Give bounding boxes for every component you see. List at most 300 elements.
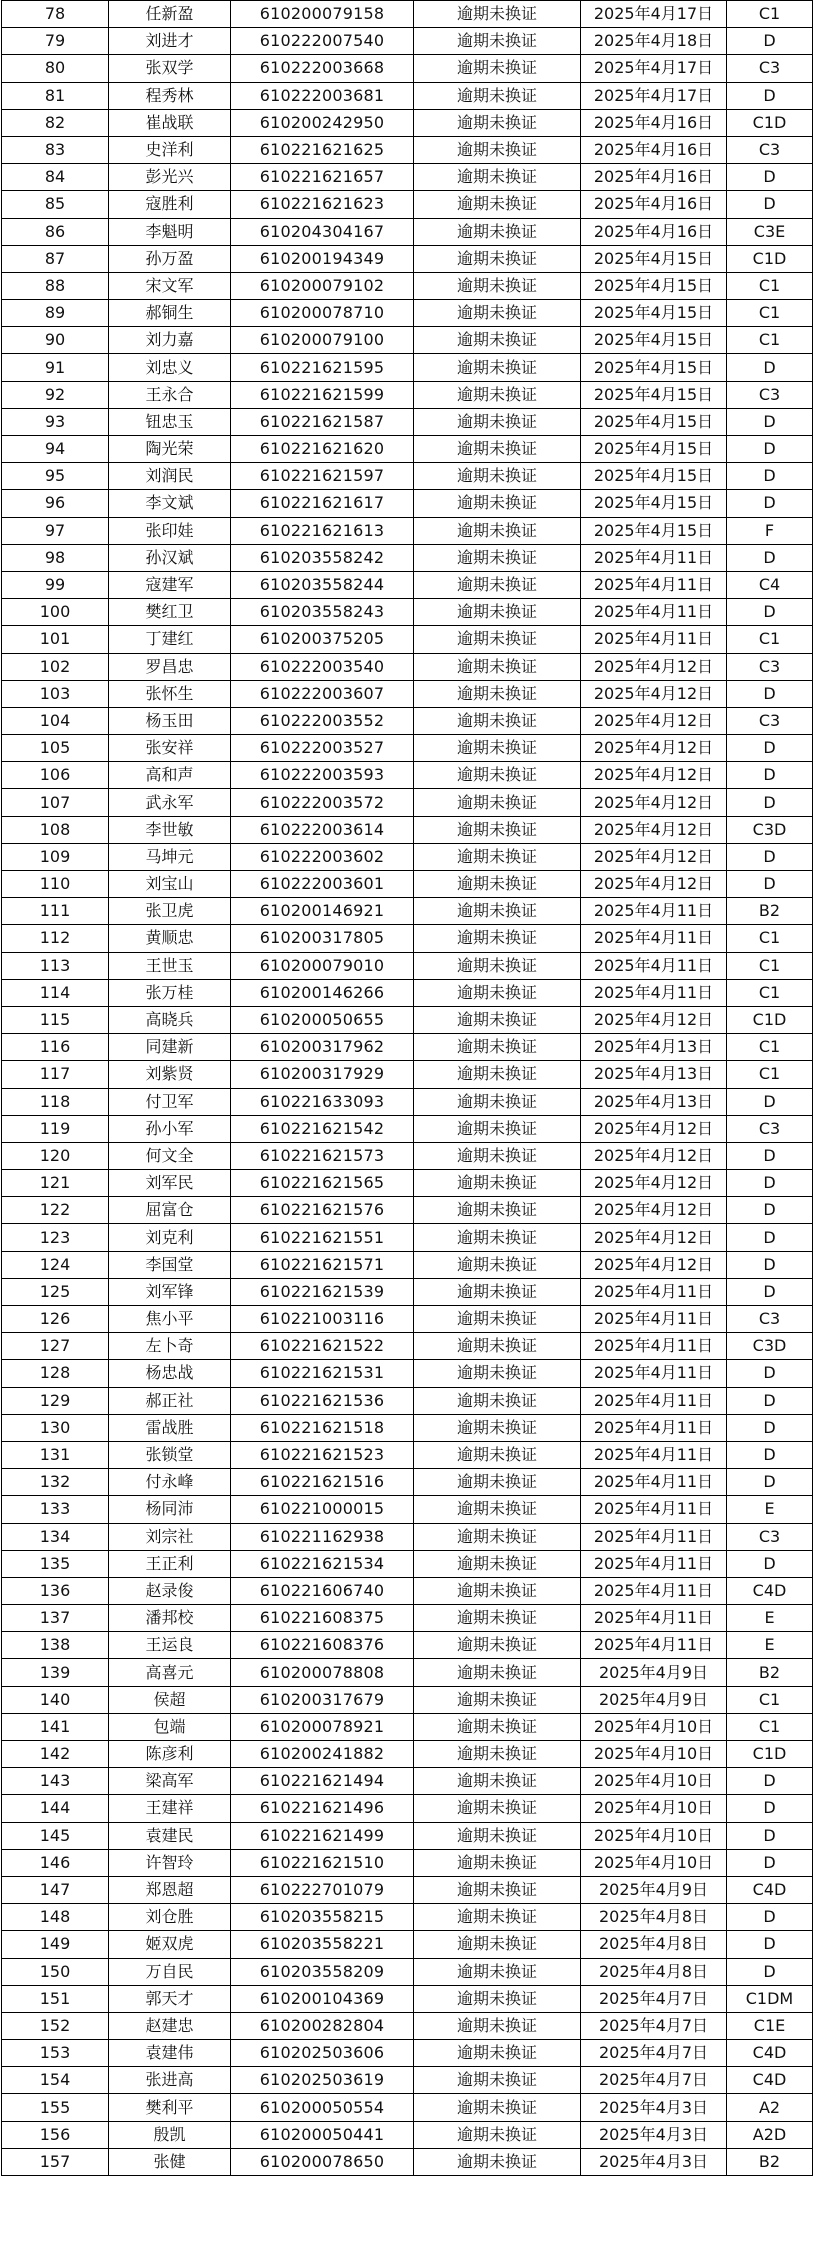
license-class: D bbox=[727, 1795, 813, 1822]
row-number: 124 bbox=[2, 1251, 109, 1278]
date-text: 2025年4月11日 bbox=[581, 1441, 727, 1468]
license-class: D bbox=[727, 599, 813, 626]
license-number: 610200050554 bbox=[231, 2094, 414, 2121]
table-row bbox=[2, 218, 813, 245]
license-class: D bbox=[727, 1822, 813, 1849]
row-number: 128 bbox=[2, 1360, 109, 1387]
row-number: 109 bbox=[2, 843, 109, 870]
date-text: 2025年4月13日 bbox=[581, 1088, 727, 1115]
status-text: 逾期未换证 bbox=[414, 1441, 581, 1468]
holder-name: 张健 bbox=[109, 2148, 231, 2175]
status-text: 逾期未换证 bbox=[414, 109, 581, 136]
table-row bbox=[2, 952, 813, 979]
table-row bbox=[2, 1577, 813, 1604]
row-number: 140 bbox=[2, 1686, 109, 1713]
status-text: 逾期未换证 bbox=[414, 1686, 581, 1713]
license-number: 610221621536 bbox=[231, 1387, 414, 1414]
date-text: 2025年4月12日 bbox=[581, 653, 727, 680]
date-text: 2025年4月15日 bbox=[581, 408, 727, 435]
date-text: 2025年4月9日 bbox=[581, 1659, 727, 1686]
status-text: 逾期未换证 bbox=[414, 136, 581, 163]
license-class: D bbox=[727, 1469, 813, 1496]
license-class: C1DM bbox=[727, 1985, 813, 2012]
license-number: 610221621496 bbox=[231, 1795, 414, 1822]
holder-name: 李国堂 bbox=[109, 1251, 231, 1278]
status-text: 逾期未换证 bbox=[414, 1605, 581, 1632]
status-text: 逾期未换证 bbox=[414, 626, 581, 653]
license-number: 610200146921 bbox=[231, 898, 414, 925]
table-row bbox=[2, 1251, 813, 1278]
table-row bbox=[2, 735, 813, 762]
table-row bbox=[2, 109, 813, 136]
date-text: 2025年4月15日 bbox=[581, 490, 727, 517]
date-text: 2025年4月12日 bbox=[581, 1251, 727, 1278]
date-text: 2025年4月15日 bbox=[581, 436, 727, 463]
license-class: D bbox=[727, 1251, 813, 1278]
status-text: 逾期未换证 bbox=[414, 1822, 581, 1849]
license-number: 610200317929 bbox=[231, 1061, 414, 1088]
license-number: 610203558244 bbox=[231, 571, 414, 598]
license-class: D bbox=[727, 1088, 813, 1115]
table-row bbox=[2, 1170, 813, 1197]
table-row bbox=[2, 1006, 813, 1033]
license-class: D bbox=[727, 762, 813, 789]
status-text: 逾期未换证 bbox=[414, 272, 581, 299]
license-class: C3 bbox=[727, 653, 813, 680]
date-text: 2025年4月8日 bbox=[581, 1931, 727, 1958]
holder-name: 寇胜利 bbox=[109, 191, 231, 218]
date-text: 2025年4月9日 bbox=[581, 1876, 727, 1903]
status-text: 逾期未换证 bbox=[414, 1768, 581, 1795]
license-class: C1D bbox=[727, 1006, 813, 1033]
license-number: 610203558209 bbox=[231, 1958, 414, 1985]
license-class: D bbox=[727, 1414, 813, 1441]
row-number: 155 bbox=[2, 2094, 109, 2121]
row-number: 156 bbox=[2, 2121, 109, 2148]
license-class: D bbox=[727, 408, 813, 435]
status-text: 逾期未换证 bbox=[414, 191, 581, 218]
license-class: C3 bbox=[727, 707, 813, 734]
date-text: 2025年4月11日 bbox=[581, 952, 727, 979]
license-number: 610221000015 bbox=[231, 1496, 414, 1523]
license-class: D bbox=[727, 735, 813, 762]
license-class: D bbox=[727, 1768, 813, 1795]
license-number: 610221621617 bbox=[231, 490, 414, 517]
table-row bbox=[2, 653, 813, 680]
license-number: 610200079100 bbox=[231, 327, 414, 354]
license-class: C4D bbox=[727, 2067, 813, 2094]
license-class: D bbox=[727, 191, 813, 218]
date-text: 2025年4月11日 bbox=[581, 1278, 727, 1305]
holder-name: 许智玲 bbox=[109, 1849, 231, 1876]
date-text: 2025年4月11日 bbox=[581, 1414, 727, 1441]
holder-name: 刘克利 bbox=[109, 1224, 231, 1251]
license-class: C4D bbox=[727, 2040, 813, 2067]
license-number: 610203558221 bbox=[231, 1931, 414, 1958]
row-number: 95 bbox=[2, 463, 109, 490]
row-number: 147 bbox=[2, 1876, 109, 1903]
table-row bbox=[2, 1306, 813, 1333]
license-class: C3 bbox=[727, 55, 813, 82]
row-number: 92 bbox=[2, 381, 109, 408]
license-number: 610222003527 bbox=[231, 735, 414, 762]
holder-name: 刘宗社 bbox=[109, 1523, 231, 1550]
row-number: 98 bbox=[2, 544, 109, 571]
holder-name: 寇建军 bbox=[109, 571, 231, 598]
table-row bbox=[2, 1197, 813, 1224]
license-class: C1 bbox=[727, 1061, 813, 1088]
date-text: 2025年4月16日 bbox=[581, 109, 727, 136]
license-class: C1D bbox=[727, 1741, 813, 1768]
holder-name: 同建新 bbox=[109, 1034, 231, 1061]
table-row bbox=[2, 2094, 813, 2121]
status-text: 逾期未换证 bbox=[414, 1985, 581, 2012]
row-number: 154 bbox=[2, 2067, 109, 2094]
date-text: 2025年4月11日 bbox=[581, 571, 727, 598]
license-number: 610200078650 bbox=[231, 2148, 414, 2175]
holder-name: 王建祥 bbox=[109, 1795, 231, 1822]
license-number: 610204304167 bbox=[231, 218, 414, 245]
license-class: E bbox=[727, 1632, 813, 1659]
license-number: 610200282804 bbox=[231, 2012, 414, 2039]
date-text: 2025年4月11日 bbox=[581, 1550, 727, 1577]
row-number: 108 bbox=[2, 816, 109, 843]
date-text: 2025年4月11日 bbox=[581, 1632, 727, 1659]
license-class: C3 bbox=[727, 381, 813, 408]
table-row bbox=[2, 1713, 813, 1740]
status-text: 逾期未换证 bbox=[414, 1061, 581, 1088]
status-text: 逾期未换证 bbox=[414, 1088, 581, 1115]
holder-name: 屈富仓 bbox=[109, 1197, 231, 1224]
holder-name: 张万桂 bbox=[109, 979, 231, 1006]
date-text: 2025年4月7日 bbox=[581, 2012, 727, 2039]
table-row bbox=[2, 1849, 813, 1876]
table-row bbox=[2, 1061, 813, 1088]
license-number: 610221621587 bbox=[231, 408, 414, 435]
table-row bbox=[2, 300, 813, 327]
status-text: 逾期未换证 bbox=[414, 490, 581, 517]
holder-name: 刘军民 bbox=[109, 1170, 231, 1197]
table-row bbox=[2, 1523, 813, 1550]
license-class: F bbox=[727, 517, 813, 544]
date-text: 2025年4月12日 bbox=[581, 707, 727, 734]
table-row bbox=[2, 1, 813, 28]
table-row bbox=[2, 1034, 813, 1061]
holder-name: 樊利平 bbox=[109, 2094, 231, 2121]
row-number: 130 bbox=[2, 1414, 109, 1441]
row-number: 150 bbox=[2, 1958, 109, 1985]
license-number: 610222007540 bbox=[231, 28, 414, 55]
date-text: 2025年4月10日 bbox=[581, 1822, 727, 1849]
license-number: 610200078808 bbox=[231, 1659, 414, 1686]
license-class: C4D bbox=[727, 1876, 813, 1903]
status-text: 逾期未换证 bbox=[414, 735, 581, 762]
license-number: 610221621531 bbox=[231, 1360, 414, 1387]
table-row bbox=[2, 272, 813, 299]
row-number: 138 bbox=[2, 1632, 109, 1659]
holder-name: 袁建民 bbox=[109, 1822, 231, 1849]
license-number: 610221621539 bbox=[231, 1278, 414, 1305]
license-number: 610221621565 bbox=[231, 1170, 414, 1197]
license-number: 610200317805 bbox=[231, 925, 414, 952]
status-text: 逾期未换证 bbox=[414, 463, 581, 490]
license-class: B2 bbox=[727, 1659, 813, 1686]
row-number: 148 bbox=[2, 1904, 109, 1931]
license-number: 610221162938 bbox=[231, 1523, 414, 1550]
date-text: 2025年4月15日 bbox=[581, 463, 727, 490]
date-text: 2025年4月15日 bbox=[581, 517, 727, 544]
status-text: 逾期未换证 bbox=[414, 762, 581, 789]
date-text: 2025年4月11日 bbox=[581, 1496, 727, 1523]
row-number: 104 bbox=[2, 707, 109, 734]
row-number: 110 bbox=[2, 871, 109, 898]
row-number: 114 bbox=[2, 979, 109, 1006]
holder-name: 张进高 bbox=[109, 2067, 231, 2094]
status-text: 逾期未换证 bbox=[414, 898, 581, 925]
date-text: 2025年4月8日 bbox=[581, 1904, 727, 1931]
license-class: D bbox=[727, 1441, 813, 1468]
holder-name: 李魁明 bbox=[109, 218, 231, 245]
holder-name: 黄顺忠 bbox=[109, 925, 231, 952]
row-number: 141 bbox=[2, 1713, 109, 1740]
date-text: 2025年4月11日 bbox=[581, 979, 727, 1006]
holder-name: 高晓兵 bbox=[109, 1006, 231, 1033]
license-number: 610200104369 bbox=[231, 1985, 414, 2012]
status-text: 逾期未换证 bbox=[414, 1713, 581, 1740]
license-number: 610221621573 bbox=[231, 1142, 414, 1169]
holder-name: 郑恩超 bbox=[109, 1876, 231, 1903]
holder-name: 付卫军 bbox=[109, 1088, 231, 1115]
table-row bbox=[2, 1605, 813, 1632]
license-class: D bbox=[727, 1849, 813, 1876]
date-text: 2025年4月12日 bbox=[581, 680, 727, 707]
holder-name: 刘紫贤 bbox=[109, 1061, 231, 1088]
holder-name: 张印娃 bbox=[109, 517, 231, 544]
holder-name: 孙万盈 bbox=[109, 245, 231, 272]
license-class: C3D bbox=[727, 816, 813, 843]
holder-name: 宋文军 bbox=[109, 272, 231, 299]
license-number: 610221621571 bbox=[231, 1251, 414, 1278]
status-text: 逾期未换证 bbox=[414, 1876, 581, 1903]
status-text: 逾期未换证 bbox=[414, 245, 581, 272]
table-row bbox=[2, 28, 813, 55]
license-number: 610221621613 bbox=[231, 517, 414, 544]
row-number: 139 bbox=[2, 1659, 109, 1686]
table-row bbox=[2, 789, 813, 816]
license-number: 610221621518 bbox=[231, 1414, 414, 1441]
date-text: 2025年4月15日 bbox=[581, 327, 727, 354]
date-text: 2025年4月12日 bbox=[581, 789, 727, 816]
date-text: 2025年4月12日 bbox=[581, 762, 727, 789]
holder-name: 刘忠义 bbox=[109, 354, 231, 381]
row-number: 136 bbox=[2, 1577, 109, 1604]
table-row bbox=[2, 1876, 813, 1903]
date-text: 2025年4月12日 bbox=[581, 1142, 727, 1169]
license-class: D bbox=[727, 82, 813, 109]
license-number: 610221621597 bbox=[231, 463, 414, 490]
status-text: 逾期未换证 bbox=[414, 680, 581, 707]
license-class: D bbox=[727, 680, 813, 707]
holder-name: 杨玉田 bbox=[109, 707, 231, 734]
license-number: 610222701079 bbox=[231, 1876, 414, 1903]
row-number: 100 bbox=[2, 599, 109, 626]
row-number: 131 bbox=[2, 1441, 109, 1468]
license-class: D bbox=[727, 1197, 813, 1224]
table-row bbox=[2, 626, 813, 653]
date-text: 2025年4月17日 bbox=[581, 1, 727, 28]
license-number: 610203558215 bbox=[231, 1904, 414, 1931]
holder-name: 刘润民 bbox=[109, 463, 231, 490]
date-text: 2025年4月11日 bbox=[581, 1605, 727, 1632]
row-number: 129 bbox=[2, 1387, 109, 1414]
table-row bbox=[2, 327, 813, 354]
license-class: A2 bbox=[727, 2094, 813, 2121]
date-text: 2025年4月12日 bbox=[581, 1115, 727, 1142]
license-number: 610221621625 bbox=[231, 136, 414, 163]
status-text: 逾期未换证 bbox=[414, 1496, 581, 1523]
date-text: 2025年4月16日 bbox=[581, 136, 727, 163]
status-text: 逾期未换证 bbox=[414, 2067, 581, 2094]
status-text: 逾期未换证 bbox=[414, 327, 581, 354]
status-text: 逾期未换证 bbox=[414, 1523, 581, 1550]
holder-name: 高和声 bbox=[109, 762, 231, 789]
row-number: 151 bbox=[2, 1985, 109, 2012]
row-number: 85 bbox=[2, 191, 109, 218]
holder-name: 王运良 bbox=[109, 1632, 231, 1659]
status-text: 逾期未换证 bbox=[414, 707, 581, 734]
table-row bbox=[2, 1931, 813, 1958]
license-class: D bbox=[727, 164, 813, 191]
license-class: D bbox=[727, 1958, 813, 1985]
license-number: 610200050655 bbox=[231, 1006, 414, 1033]
table-row bbox=[2, 2121, 813, 2148]
holder-name: 张卫虎 bbox=[109, 898, 231, 925]
license-number: 610203558242 bbox=[231, 544, 414, 571]
license-number: 610222003572 bbox=[231, 789, 414, 816]
license-class: D bbox=[727, 354, 813, 381]
license-number: 610221608376 bbox=[231, 1632, 414, 1659]
date-text: 2025年4月15日 bbox=[581, 245, 727, 272]
license-class: D bbox=[727, 1360, 813, 1387]
license-class: C1 bbox=[727, 327, 813, 354]
license-number: 610200194349 bbox=[231, 245, 414, 272]
table-row bbox=[2, 1822, 813, 1849]
license-number: 610221621522 bbox=[231, 1333, 414, 1360]
row-number: 86 bbox=[2, 218, 109, 245]
license-class: C1 bbox=[727, 979, 813, 1006]
status-text: 逾期未换证 bbox=[414, 1577, 581, 1604]
row-number: 88 bbox=[2, 272, 109, 299]
license-number: 610200241882 bbox=[231, 1741, 414, 1768]
holder-name: 王正利 bbox=[109, 1550, 231, 1577]
license-number: 610200146266 bbox=[231, 979, 414, 1006]
license-class: C4 bbox=[727, 571, 813, 598]
holder-name: 张双学 bbox=[109, 55, 231, 82]
status-text: 逾期未换证 bbox=[414, 1006, 581, 1033]
table-row bbox=[2, 707, 813, 734]
row-number: 101 bbox=[2, 626, 109, 653]
status-text: 逾期未换证 bbox=[414, 599, 581, 626]
license-number: 610221621595 bbox=[231, 354, 414, 381]
license-class: E bbox=[727, 1605, 813, 1632]
status-text: 逾期未换证 bbox=[414, 408, 581, 435]
holder-name: 万自民 bbox=[109, 1958, 231, 1985]
status-text: 逾期未换证 bbox=[414, 381, 581, 408]
row-number: 80 bbox=[2, 55, 109, 82]
status-text: 逾期未换证 bbox=[414, 1115, 581, 1142]
holder-name: 王世玉 bbox=[109, 952, 231, 979]
table-row bbox=[2, 191, 813, 218]
table-row bbox=[2, 82, 813, 109]
row-number: 117 bbox=[2, 1061, 109, 1088]
license-class: C4D bbox=[727, 1577, 813, 1604]
license-number: 610222003601 bbox=[231, 871, 414, 898]
license-class: C1 bbox=[727, 272, 813, 299]
date-text: 2025年4月17日 bbox=[581, 55, 727, 82]
row-number: 137 bbox=[2, 1605, 109, 1632]
table-row bbox=[2, 680, 813, 707]
license-class: D bbox=[727, 490, 813, 517]
holder-name: 刘仓胜 bbox=[109, 1904, 231, 1931]
table-row bbox=[2, 1469, 813, 1496]
holder-name: 丁建红 bbox=[109, 626, 231, 653]
row-number: 120 bbox=[2, 1142, 109, 1169]
date-text: 2025年4月11日 bbox=[581, 544, 727, 571]
date-text: 2025年4月11日 bbox=[581, 1523, 727, 1550]
holder-name: 殷凯 bbox=[109, 2121, 231, 2148]
holder-name: 杨忠战 bbox=[109, 1360, 231, 1387]
table-row bbox=[2, 2148, 813, 2175]
date-text: 2025年4月8日 bbox=[581, 1958, 727, 1985]
date-text: 2025年4月11日 bbox=[581, 1333, 727, 1360]
date-text: 2025年4月12日 bbox=[581, 1170, 727, 1197]
row-number: 149 bbox=[2, 1931, 109, 1958]
date-text: 2025年4月16日 bbox=[581, 164, 727, 191]
license-class: D bbox=[727, 1387, 813, 1414]
license-class: D bbox=[727, 1931, 813, 1958]
holder-name: 李世敏 bbox=[109, 816, 231, 843]
status-text: 逾期未换证 bbox=[414, 1795, 581, 1822]
row-number: 143 bbox=[2, 1768, 109, 1795]
table-row bbox=[2, 544, 813, 571]
status-text: 逾期未换证 bbox=[414, 571, 581, 598]
date-text: 2025年4月11日 bbox=[581, 925, 727, 952]
date-text: 2025年4月10日 bbox=[581, 1849, 727, 1876]
table-row bbox=[2, 816, 813, 843]
status-text: 逾期未换证 bbox=[414, 925, 581, 952]
license-class: C3 bbox=[727, 1306, 813, 1333]
table-row bbox=[2, 1278, 813, 1305]
license-number: 610221621623 bbox=[231, 191, 414, 218]
table-row bbox=[2, 436, 813, 463]
holder-name: 梁高军 bbox=[109, 1768, 231, 1795]
row-number: 127 bbox=[2, 1333, 109, 1360]
status-text: 逾期未换证 bbox=[414, 952, 581, 979]
holder-name: 张锁堂 bbox=[109, 1441, 231, 1468]
license-number: 610221621523 bbox=[231, 1441, 414, 1468]
table-body bbox=[2, 1, 813, 2176]
row-number: 99 bbox=[2, 571, 109, 598]
row-number: 125 bbox=[2, 1278, 109, 1305]
table-row bbox=[2, 2040, 813, 2067]
license-number: 610202503619 bbox=[231, 2067, 414, 2094]
status-text: 逾期未换证 bbox=[414, 1224, 581, 1251]
license-class: E bbox=[727, 1496, 813, 1523]
row-number: 78 bbox=[2, 1, 109, 28]
license-class: C3 bbox=[727, 136, 813, 163]
license-class: D bbox=[727, 789, 813, 816]
date-text: 2025年4月11日 bbox=[581, 1387, 727, 1414]
